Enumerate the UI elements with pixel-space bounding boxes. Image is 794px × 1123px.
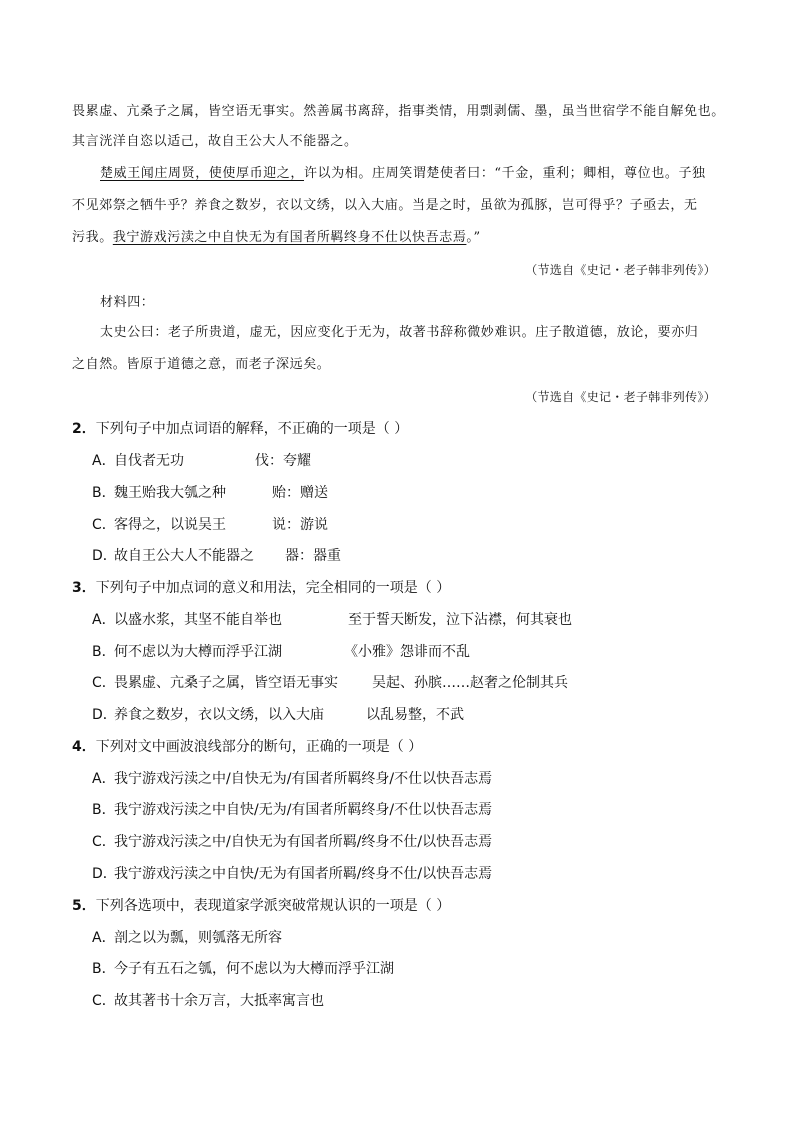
option-item xyxy=(92,673,568,693)
option-item xyxy=(92,705,464,725)
option-item xyxy=(92,991,324,1011)
option-label: C． xyxy=(92,675,116,691)
option-item xyxy=(92,832,492,852)
question-number: 3． xyxy=(72,580,96,596)
option-item xyxy=(92,610,572,630)
underlined-sentence: 楚威王闻庄周贤，使使厚币迎之， xyxy=(100,166,305,181)
option-label: B． xyxy=(92,644,116,660)
question-text: 下列各选项中，表现道家学派突破常规认识的一项是（ ） xyxy=(95,898,451,914)
option-text: 故自王公大人不能器之 xyxy=(114,548,254,564)
option-text: 魏王贻我大瓠之种 xyxy=(114,485,226,501)
option-text: 畏累虚、亢桑子之属，皆空语无事实 xyxy=(114,675,338,691)
question-stem xyxy=(72,737,422,757)
passage-text: 。” xyxy=(466,230,481,245)
option-text: 我宁游戏污渎之中/自快无为有国者所羁/终身不仕/以快吾志焉 xyxy=(114,834,493,850)
option-label: C． xyxy=(92,834,116,850)
option-text: 何不虑以为大樽而浮乎江湖 xyxy=(114,644,282,660)
option-note: 贻：赠送 xyxy=(272,485,328,501)
option-text: 客得之，以说吴王 xyxy=(114,517,226,533)
option-text: 自伐者无功 xyxy=(114,453,184,469)
option-item xyxy=(92,642,470,662)
option-item xyxy=(92,546,341,566)
option-note: 吴起、孙膑……赵奢之伦制其兵 xyxy=(372,675,568,691)
option-label: A． xyxy=(92,612,116,628)
option-item xyxy=(92,928,282,948)
question-number: 5． xyxy=(72,898,96,914)
option-label: D． xyxy=(92,548,117,564)
option-label: D． xyxy=(92,707,117,723)
question-stem xyxy=(72,896,450,916)
option-label: B． xyxy=(92,961,116,977)
source-citation: （节选自《史记・老子韩非列传》） xyxy=(525,263,716,277)
question-text: 下列对文中画波浪线部分的断句，正确的一项是（ ） xyxy=(95,739,423,755)
option-note: 以乱易整，不武 xyxy=(366,707,464,723)
option-label: B． xyxy=(92,485,116,501)
question-number: 4． xyxy=(72,739,96,755)
option-label: A． xyxy=(92,930,116,946)
question-stem xyxy=(72,419,408,439)
option-text: 今子有五石之瓠，何不虑以为大樽而浮乎江湖 xyxy=(114,961,394,977)
passage-line xyxy=(100,165,706,183)
question-text: 下列句子中加点词的意义和用法，完全相同的一项是（ ） xyxy=(95,580,451,596)
option-label: A． xyxy=(92,453,116,469)
option-text: 故其著书十余万言，大抵率寓言也 xyxy=(114,993,324,1009)
option-item xyxy=(92,769,492,789)
option-text: 我宁游戏污渎之中/自快无为/有国者所羁终身/不仕以快吾志焉 xyxy=(114,771,493,787)
question-number: 2． xyxy=(72,421,96,437)
option-note: 至于誓天断发，泣下沾襟，何其衰也 xyxy=(348,612,572,628)
question-stem xyxy=(72,578,450,598)
option-label: A． xyxy=(92,771,116,787)
option-text: 以盛水浆，其坚不能自举也 xyxy=(114,612,282,628)
wavy-underlined-sentence: 我宁游戏污渎之中自快无为有国者所羁终身不仕以快吾志焉 xyxy=(112,230,467,245)
source-citation: （节选自《史记・老子韩非列传》） xyxy=(525,390,716,404)
material-title: 材料四： xyxy=(100,295,155,310)
option-item xyxy=(92,864,492,884)
passage-line xyxy=(72,229,481,247)
option-item xyxy=(92,483,328,503)
passage-line: 其言洸洋自恣以适己，故自王公大人不能器之。 xyxy=(72,134,358,149)
option-text: 剖之以为瓢，则瓠落无所容 xyxy=(114,930,282,946)
option-item xyxy=(92,515,328,535)
option-label: C． xyxy=(92,517,116,533)
passage-text: 污我。 xyxy=(72,230,113,245)
option-text: 我宁游戏污渎之中自快/无为有国者所羁/终身不仕/以快吾志焉 xyxy=(114,866,493,882)
option-note: 《小雅》怨诽而不乱 xyxy=(344,644,470,660)
passage-text: 许以为相。庄周笑谓楚使者曰：“千金，重利；卿相，尊位也。子独 xyxy=(304,166,706,181)
option-item xyxy=(92,959,394,979)
option-item xyxy=(92,800,492,820)
passage-line: 不见郊祭之牺牛乎？养食之数岁，衣以文绣，以入大庙。当是之时，虽欲为孤豚，岂可得乎？子亟去，无 xyxy=(72,198,698,213)
question-text: 下列句子中加点词语的解释，不正确的一项是（ ） xyxy=(95,421,409,437)
option-note: 说：游说 xyxy=(272,517,328,533)
option-text: 我宁游戏污渎之中自快/无为/有国者所羁终身/不仕以快吾志焉 xyxy=(114,802,493,818)
option-label: B． xyxy=(92,802,116,818)
option-label: C． xyxy=(92,993,116,1009)
option-item xyxy=(92,451,311,471)
passage-line: 之自然。皆原于道德之意，而老子深远矣。 xyxy=(72,357,331,372)
option-label: D． xyxy=(92,866,117,882)
option-text: 养食之数岁，衣以文绣，以入大庙 xyxy=(114,707,324,723)
passage-line: 太史公曰：老子所贵道，虚无，因应变化于无为，故著书辞称微妙难识。庄子散道德，放论，要亦归 xyxy=(100,325,699,340)
option-note: 器：器重 xyxy=(285,548,341,564)
option-note: 伐：夸耀 xyxy=(255,453,311,469)
passage-line: 畏累虚、亢桑子之属，皆空语无事实。然善属书离辞，指事类情，用剽剥儒、墨，虽当世宿学不能自解免也。 xyxy=(72,104,725,119)
